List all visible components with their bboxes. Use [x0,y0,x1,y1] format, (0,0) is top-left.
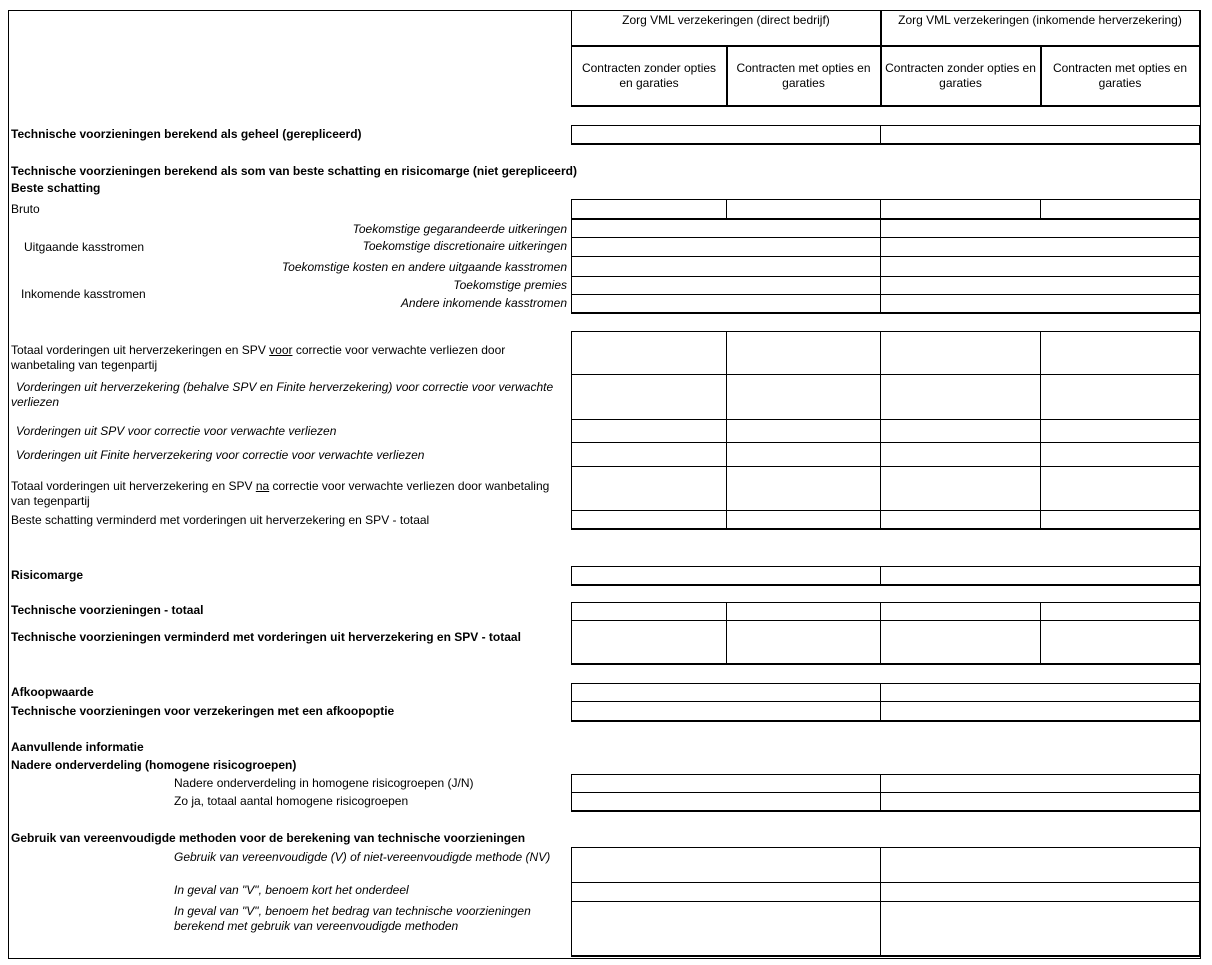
row-label-tv-totaal: Technische voorzieningen - totaal [11,603,204,617]
cell-totaal-na-4[interactable] [1040,466,1201,512]
row-label-beste-verminderd: Beste schatting verminderd met vorderingen uit herverzekering en SPV - totaal [11,513,430,527]
cell-kosten-direct[interactable] [571,256,882,278]
header-group-inkomend: Zorg VML verzekeringen (inkomende herverzekering) [880,10,1201,47]
row-label-vord-finite: Vorderingen uit Finite herverzekering voor correctie voor verwachte verliezen [16,448,425,462]
row-label-vord-herverz: Vorderingen uit herverzekering (behalve SPV en Finite herverzekering) voor correctie voor verwachte verliezen [11,380,554,409]
row-label-tv-som: Technische voorzieningen berekend als som van beste schatting en risicomarge (niet gerepliceerd) [11,164,577,178]
cell-beste-verminderd-3[interactable] [880,510,1042,530]
totaal-voor-text-b: correctie voor verwachte verliezen door wanbetaling van tegenpartij [11,343,506,372]
cell-zo-ja-inkomend[interactable] [880,792,1201,812]
cell-bruto-4[interactable] [1040,199,1201,220]
header-col-met-inkomend: Contracten met opties en garaties [1040,46,1201,107]
cell-vord-spv-2[interactable] [726,419,882,444]
row-label-nadere-jn: Nadere onderverdeling in homogene risicogroepen (J/N) [174,776,474,790]
cell-gebruik-v-nv-inkomend[interactable] [880,847,1201,884]
cell-kosten-inkomend[interactable] [880,256,1201,278]
cell-afkoopwaarde-direct[interactable] [571,683,882,703]
cell-geval-bedrag-inkomend[interactable] [880,901,1201,957]
row-label-premies: Toekomstige premies [453,278,567,292]
row-label-bruto: Bruto [11,202,40,216]
row-label-totaal-na [11,479,551,509]
cell-totaal-na-2[interactable] [726,466,882,512]
cell-vord-finite-2[interactable] [726,442,882,468]
row-label-geval-bedrag: In geval van "V", benoem het bedrag van technische voorzieningen berekend met gebruik van vereenvoudigde methoden [174,904,531,933]
header-col-zonder-direct: Contracten zonder opties en garaties [571,46,728,107]
header-group-direct: Zorg VML verzekeringen (direct bedrijf) [571,10,882,47]
cell-premies-inkomend[interactable] [880,276,1201,296]
cell-geval-bedrag-direct[interactable] [571,901,882,957]
cell-gebruik-v-nv-direct[interactable] [571,847,882,884]
cell-bruto-3[interactable] [880,199,1042,220]
totaal-na-text-b: correctie voor verwachte verliezen door wanbetaling van tegenpartij [11,479,550,508]
cell-tv-totaal-2[interactable] [726,602,882,622]
cell-tv-geheel-inkomend[interactable] [880,125,1201,145]
cell-vord-herverz-4[interactable] [1040,374,1201,421]
cell-tv-verminderd-3[interactable] [880,620,1042,665]
cell-tv-geheel-direct[interactable] [571,125,882,145]
cell-beste-verminderd-2[interactable] [726,510,882,530]
cell-vord-spv-3[interactable] [880,419,1042,444]
cell-gegarandeerde-inkomend[interactable] [880,219,1201,239]
row-label-beste-schatting: Beste schatting [11,181,101,195]
cell-nadere-jn-direct[interactable] [571,774,882,794]
cell-tv-verminderd-2[interactable] [726,620,882,665]
row-label-gebruik-v-nv: Gebruik van vereenvoudigde (V) of niet-vereenvoudigde methode (NV) [174,850,551,864]
cell-discretionaire-direct[interactable] [571,237,882,258]
cell-totaal-na-1[interactable] [571,466,728,512]
totaal-na-underlined: na [255,479,270,493]
row-label-gebruik-kop: Gebruik van vereenvoudigde methoden voor de berekening van technische voorzieningen [11,831,526,845]
cell-vord-herverz-3[interactable] [880,374,1042,421]
row-label-geval-onderdeel: In geval van "V", benoem kort het onderdeel [174,883,409,897]
row-label-zo-ja: Zo ja, totaal aantal homogene risicogroepen [174,794,409,808]
cell-discretionaire-inkomend[interactable] [880,237,1201,258]
cell-totaal-voor-2[interactable] [726,331,882,376]
cell-risicomarge-inkomend[interactable] [880,566,1201,586]
cell-tv-totaal-3[interactable] [880,602,1042,622]
totaal-voor-text-a: Totaal vorderingen uit herverzekeringen en SPV [11,343,270,357]
cell-tv-afkoop-direct[interactable] [571,701,882,722]
cell-bruto-1[interactable] [571,199,728,220]
cell-vord-herverz-1[interactable] [571,374,728,421]
totaal-voor-underlined: voor [269,343,293,357]
cell-andere-inkomende-inkomend[interactable] [880,294,1201,314]
cell-zo-ja-direct[interactable] [571,792,882,812]
cell-vord-herverz-2[interactable] [726,374,882,421]
totaal-na-text-a: Totaal vorderingen uit herverzekering en SPV [11,479,256,493]
cell-totaal-voor-1[interactable] [571,331,728,376]
cell-tv-totaal-4[interactable] [1040,602,1201,622]
row-label-uitgaande: Uitgaande kasstromen [24,240,145,254]
cell-totaal-voor-4[interactable] [1040,331,1201,376]
row-label-tv-afkoop: Technische voorzieningen voor verzekeringen met een afkoopoptie [11,704,395,718]
row-label-tv-verminderd: Technische voorzieningen verminderd met vorderingen uit herverzekering en SPV - totaal [11,630,521,644]
row-label-tv-geheel: Technische voorzieningen berekend als geheel (gerepliceerd) [11,127,362,141]
row-label-nadere-kop: Nadere onderverdeling (homogene risicogroepen) [11,758,297,772]
cell-totaal-na-3[interactable] [880,466,1042,512]
cell-nadere-jn-inkomend[interactable] [880,774,1201,794]
cell-vord-finite-4[interactable] [1040,442,1201,468]
row-label-inkomende: Inkomende kasstromen [21,287,146,301]
cell-tv-totaal-1[interactable] [571,602,728,622]
row-label-totaal-voor [11,343,567,373]
row-label-vord-spv: Vorderingen uit SPV voor correctie voor verwachte verliezen [16,424,337,438]
row-label-kosten: Toekomstige kosten en andere uitgaande kasstromen [281,260,567,274]
row-label-aanvullende: Aanvullende informatie [11,740,144,754]
cell-vord-spv-1[interactable] [571,419,728,444]
cell-tv-verminderd-4[interactable] [1040,620,1201,665]
cell-andere-inkomende-direct[interactable] [571,294,882,314]
cell-risicomarge-direct[interactable] [571,566,882,586]
cell-geval-onderdeel-inkomend[interactable] [880,882,1201,903]
cell-beste-verminderd-1[interactable] [571,510,728,530]
cell-totaal-voor-3[interactable] [880,331,1042,376]
cell-gegarandeerde-direct[interactable] [571,219,882,239]
cell-beste-verminderd-4[interactable] [1040,510,1201,530]
cell-vord-spv-4[interactable] [1040,419,1201,444]
cell-bruto-2[interactable] [726,199,882,220]
cell-afkoopwaarde-inkomend[interactable] [880,683,1201,703]
cell-tv-verminderd-1[interactable] [571,620,728,665]
row-label-discretionaire: Toekomstige discretionaire uitkeringen [362,239,567,253]
cell-geval-onderdeel-direct[interactable] [571,882,882,903]
row-label-gegarandeerde: Toekomstige gegarandeerde uitkeringen [352,222,567,236]
row-label-afkoopwaarde: Afkoopwaarde [11,685,94,699]
header-col-zonder-inkomend: Contracten zonder opties en garaties [880,46,1042,107]
cell-tv-afkoop-inkomend[interactable] [880,701,1201,722]
row-label-andere-inkomende: Andere inkomende kasstromen [400,296,567,310]
row-label-risicomarge: Risicomarge [11,568,84,582]
cell-vord-finite-3[interactable] [880,442,1042,468]
cell-vord-finite-1[interactable] [571,442,728,468]
header-col-met-direct: Contracten met opties en garaties [726,46,882,107]
cell-premies-direct[interactable] [571,276,882,296]
